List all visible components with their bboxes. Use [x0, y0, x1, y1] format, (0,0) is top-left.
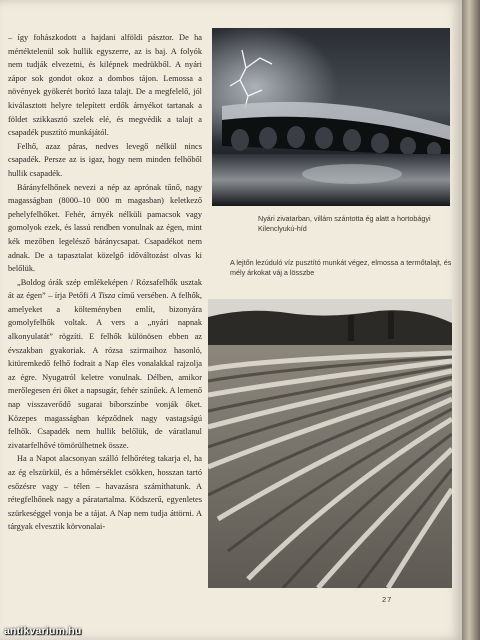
caption-top: Nyári zivatarban, villám szántotta ég alatt a hortobágyi Kilenclyukú-híd — [258, 214, 431, 233]
book-spine — [462, 0, 480, 640]
petofi-quote: „Boldog órák szép emlékeképen / Rózsafelhők usztak át az égen” – írja Petőfi — [8, 277, 202, 301]
paragraph-2: Felhő, azaz páras, nedves levegő nélkül nincs csapadék. Persze az is igaz, hogy nem minden felhőből hullik csapadék. — [8, 141, 202, 178]
watermark-text: antikvarium.hu — [4, 625, 82, 637]
paragraph-1: – így fohászkodott a hajdani alföldi pásztor. De ha mértéktelenül sok hullik egyszerre, az is baj. A folyók nem tudják elvezetni, és kilépnek medrükből. A nyári zápor sok gondot okoz a dombos tájon. Lemossa a növények gyökerét borító laza talajt. De a megfelelő, jól kiválasztott helyre telepített erdők árnyékot tartanak a földet szikkasztó szelek elé, és megvédik a talajt a csapadék pusztító munkájától. — [8, 33, 202, 138]
page-number: 27 — [382, 595, 393, 604]
photo-storm-bridge — [212, 28, 450, 206]
paragraph-4 — [8, 276, 202, 453]
eroded-field-image — [208, 299, 452, 588]
storm-bridge-image — [212, 28, 450, 206]
photo-eroded-field — [208, 299, 452, 588]
paragraph-3: Bárányfelhőnek nevezi a nép az aprónak tűnő, nagy magasságban (8000–10 000 m magasban) keletkező pehelyfelhőket. Fehér, árnyék nélküli pamacsok vagy gomolyok ezek, és lassú rendben vonulnak az égen, mint kék mezőben legelésző báránycsapat. Csapadékot nem adnak. De a tapasztalat közelgő időváltozást olvas ki belőlük. — [8, 182, 202, 274]
caption-bottom: A lejtőn lezúduló víz pusztító munkát végez, elmossa a termőtalajt, és mély árkokat váj a lösszbe — [230, 258, 452, 277]
paragraph-5: Ha a Napot alacsonyan szálló felhőréteg takarja el, ha az ég elszürkül, és a hőmérséklet csökken, hosszan tartó esőzésre vagy – télen – havazásra számíthatunk. A rétegfelhőnek nagy a páratartalma. Ködszerű, egyenletes szürkeséggel vonja be a tájat. A Nap nem tudja áttörni. A tárgyak elvesztik körvonalai- — [8, 454, 202, 532]
body-text-column — [8, 31, 202, 534]
poem-title: A Tisza — [90, 291, 116, 301]
paragraph-4-rest: című versében. A felhők, amelyeket a költeményben említ, bizonyára gomolyfelhők voltak. A vers a „nyári napnak alkonyulatát” rögzíti. E felhők különösen ebben az évszakban gyakoriak. A rózsa szirmaihoz hasonló, kitüremkedő felhő fodrait a Nap éles vonalakkal rajzolja az égre. Nyugatról keletre vonulnak. Délben, amikor merőlegesen éri őket a napsugár, fehér színűek. A lemenő nap visszaverődő sugarai bíborszínbe vonják őket. Közepes magasságban képződnek nagy vastagságú felhők. Csapadék nem hullik belőlük, de váratlanul zivatarfelhővé tömörülhetnek össze. — [8, 291, 203, 450]
